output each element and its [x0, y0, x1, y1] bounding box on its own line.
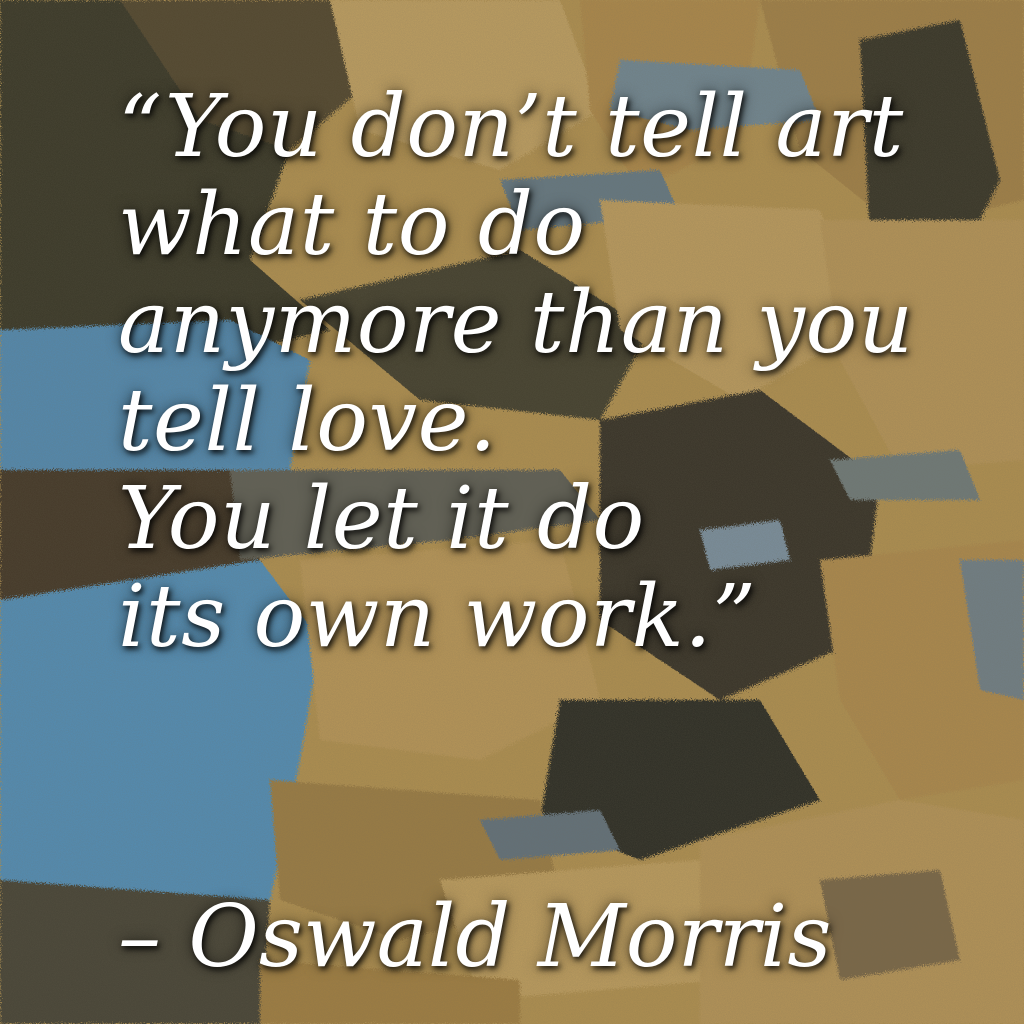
quote-line: tell love. [118, 371, 497, 471]
quote-line: “You don’t tell art [118, 77, 904, 177]
quote-line: anymore than you [118, 273, 914, 373]
quote-line: what to do [118, 175, 586, 275]
quote-text [118, 78, 998, 666]
quote-attribution: – Oswald Morris [118, 887, 832, 987]
quote-line: its own work.” [118, 567, 757, 667]
quote-line: You let it do [118, 469, 645, 569]
